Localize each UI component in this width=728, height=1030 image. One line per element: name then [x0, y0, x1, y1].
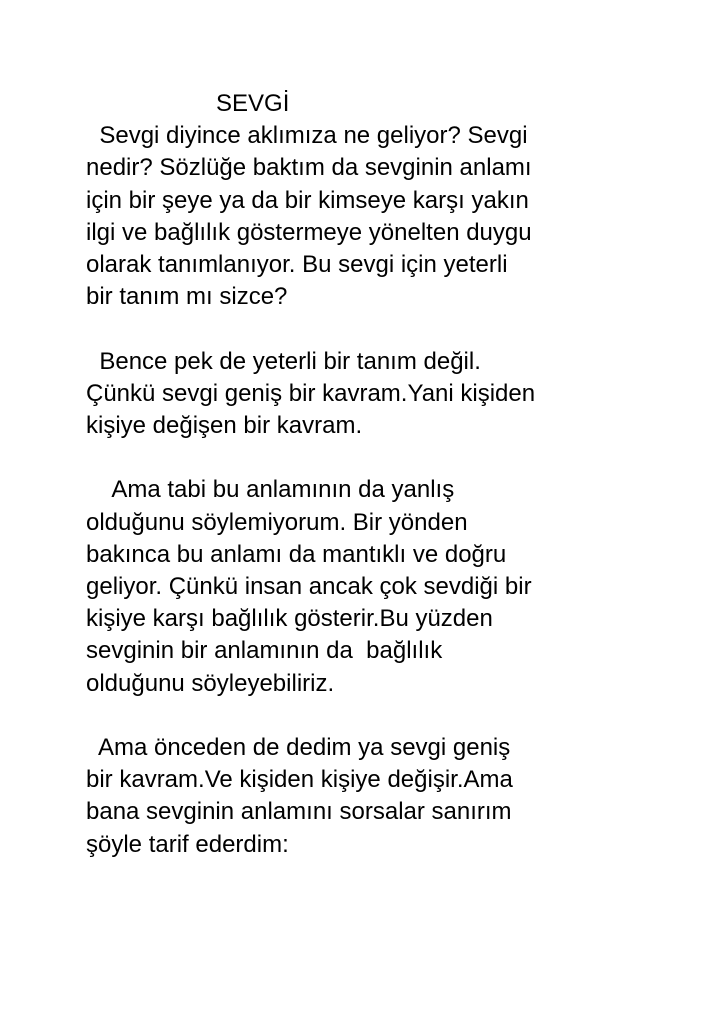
document-page	[86, 88, 706, 861]
paragraph-spacer	[86, 700, 706, 732]
text-line: bana sevginin anlamını sorsalar sanırım	[86, 798, 512, 826]
text-line: bir tanım mı sizce?	[86, 283, 288, 311]
text-line: Çünkü sevgi geniş bir kavram.Yani kişiden	[86, 379, 536, 407]
text-line: şöyle tarif ederdim:	[86, 830, 289, 858]
text-line: geliyor. Çünkü insan ancak çok sevdiği bir	[86, 573, 532, 601]
text-line: olarak tanımlanıyor. Bu sevgi için yeterli	[86, 251, 508, 279]
text-line: Sevgi diyince aklımıza ne geliyor? Sevgi	[86, 122, 528, 150]
text-line: bir kavram.Ve kişiden kişiye değişir.Ama	[86, 766, 513, 794]
paragraph-4	[86, 732, 706, 861]
text-line: nedir? Sözlüğe baktım da sevginin anlamı	[86, 154, 532, 182]
paragraph-spacer	[86, 313, 706, 345]
text-line: kişiye karşı bağlılık gösterir.Bu yüzden	[86, 605, 493, 633]
text-line: kişiye değişen bir kavram.	[86, 412, 363, 440]
text-line: olduğunu söylemiyorum. Bir yönden	[86, 508, 468, 536]
document-title: SEVGİ	[216, 90, 290, 117]
text-line: Ama önceden de dedim ya sevgi geniş	[86, 734, 511, 762]
text-line: ilgi ve bağlılık göstermeye yönelten duygu	[86, 218, 532, 246]
paragraph-3	[86, 474, 706, 699]
text-line: olduğunu söyleyebiliriz.	[86, 669, 335, 697]
text-line: sevginin bir anlamının da bağlılık	[86, 637, 443, 665]
paragraph-1	[86, 120, 706, 313]
text-line: Bence pek de yeterli bir tanım değil.	[86, 347, 481, 375]
paragraph-2	[86, 346, 706, 443]
text-line: için bir şeye ya da bir kimseye karşı yakın	[86, 186, 529, 214]
text-line: bakınca bu anlamı da mantıklı ve doğru	[86, 540, 507, 568]
text-line: Ama tabi bu anlamının da yanlış	[86, 476, 455, 504]
paragraph-spacer	[86, 442, 706, 474]
